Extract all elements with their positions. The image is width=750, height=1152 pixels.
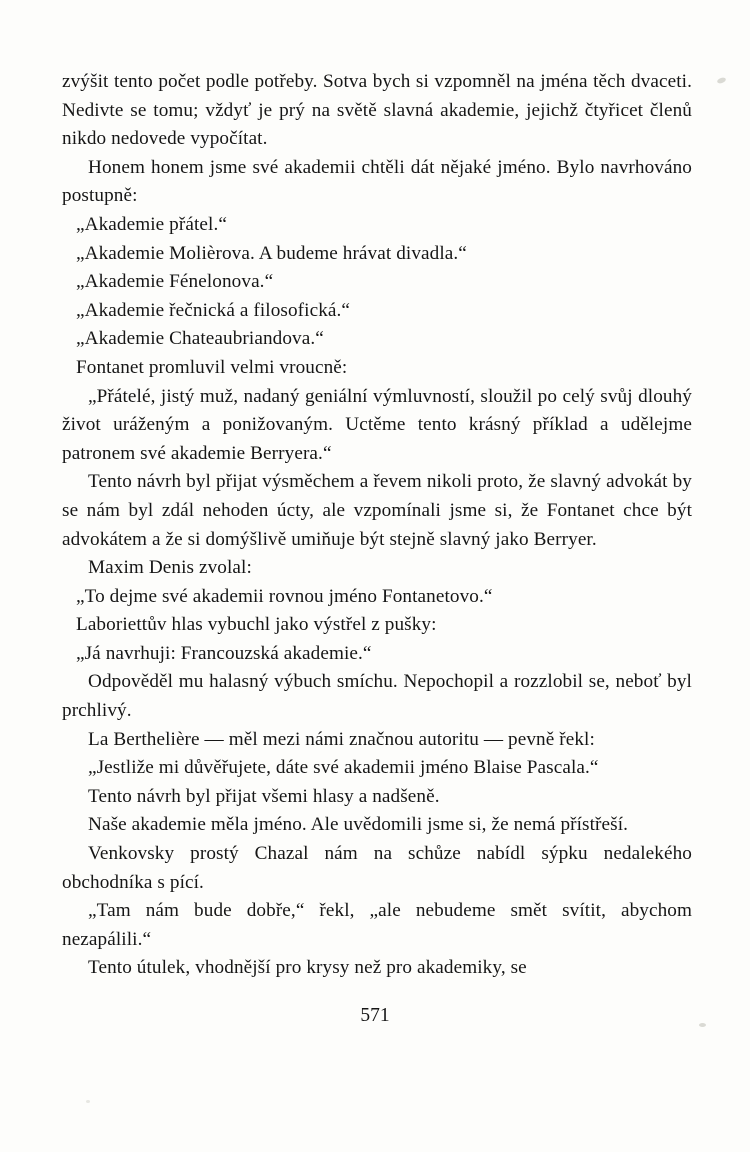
paragraph: Tento útulek, vhodnější pro krysy než pro akademiky, se xyxy=(88,957,527,979)
paper-speck xyxy=(86,1100,90,1103)
paper-speck xyxy=(699,1023,706,1027)
paper-speck xyxy=(716,77,726,85)
page-body xyxy=(62,68,692,983)
quote-line: Laboriettův hlas vybuchl jako výstřel z pušky: xyxy=(76,614,437,636)
paragraph: Venkovsky prostý Chazal nám na schůze nabídl sýpku nedalekého obchodníka s pící. xyxy=(62,843,692,893)
paragraph: „Jestliže mi důvěřujete, dáte své akademii jméno Blaise Pascala.“ xyxy=(88,757,599,779)
paragraph-continued: zvýšit tento počet podle potřeby. Sotva bych si vzpomněl na jména těch dvaceti. Nedivte se tomu; vždyť je prý na světě slavná akademie, jejichž čtyřicet členů nikdo nedovede vypočítat. xyxy=(62,71,692,150)
quote-line: „Akademie řečnická a filosofická.“ xyxy=(76,299,351,321)
page-number: 571 xyxy=(360,1005,390,1026)
quote-line: Fontanet promluvil velmi vroucně: xyxy=(76,356,348,378)
paragraph: Tento návrh byl přijat výsměchem a řevem nikoli proto, že slavný advokát by se nám byl zdál nehoden úcty, ale vzpomínali jsme si, že Fontanet chce být advokátem a že si domýšlivě umiňuje být stejně slavný jako Berryer. xyxy=(62,471,692,550)
paragraph: „Tam nám bude dobře,“ řekl, „ale nebudeme smět svítit, abychom nezapálili.“ xyxy=(62,900,692,950)
paragraph: La Berthelière — měl mezi námi značnou autoritu — pevně řekl: xyxy=(88,728,595,750)
quote-line: „Akademie Fénelonova.“ xyxy=(76,271,274,293)
paragraph: Maxim Denis zvolal: xyxy=(88,557,252,579)
quote-line: „Akademie Chateaubriandova.“ xyxy=(76,328,324,350)
quote-line: „Akademie Molièrova. A budeme hrávat divadla.“ xyxy=(76,242,467,264)
quote-line: „To dejme své akademii rovnou jméno Fontanetovo.“ xyxy=(76,585,493,607)
paragraph: Honem honem jsme své akademii chtěli dát nějaké jméno. Bylo navrhováno postupně: xyxy=(62,156,692,207)
quote-line: „Akademie přátel.“ xyxy=(76,213,227,235)
paragraph: „Přátelé, jistý muž, nadaný geniální výmluvností, sloužil po celý svůj dlouhý život uráženým a ponižovaným. Uctěme tento krásný příklad a udělejme patronem své akademie Berryera.“ xyxy=(62,385,692,464)
paragraph: Odpověděl mu halasný výbuch smíchu. Nepochopil a rozzlobil se, neboť byl prchlivý. xyxy=(62,671,692,722)
quote-line: „Já navrhuji: Francouzská akademie.“ xyxy=(76,642,372,664)
paragraph: Tento návrh byl přijat všemi hlasy a nadšeně. xyxy=(88,785,440,807)
paragraph: Naše akademie měla jméno. Ale uvědomili jsme si, že nemá přístřeší. xyxy=(88,814,629,836)
